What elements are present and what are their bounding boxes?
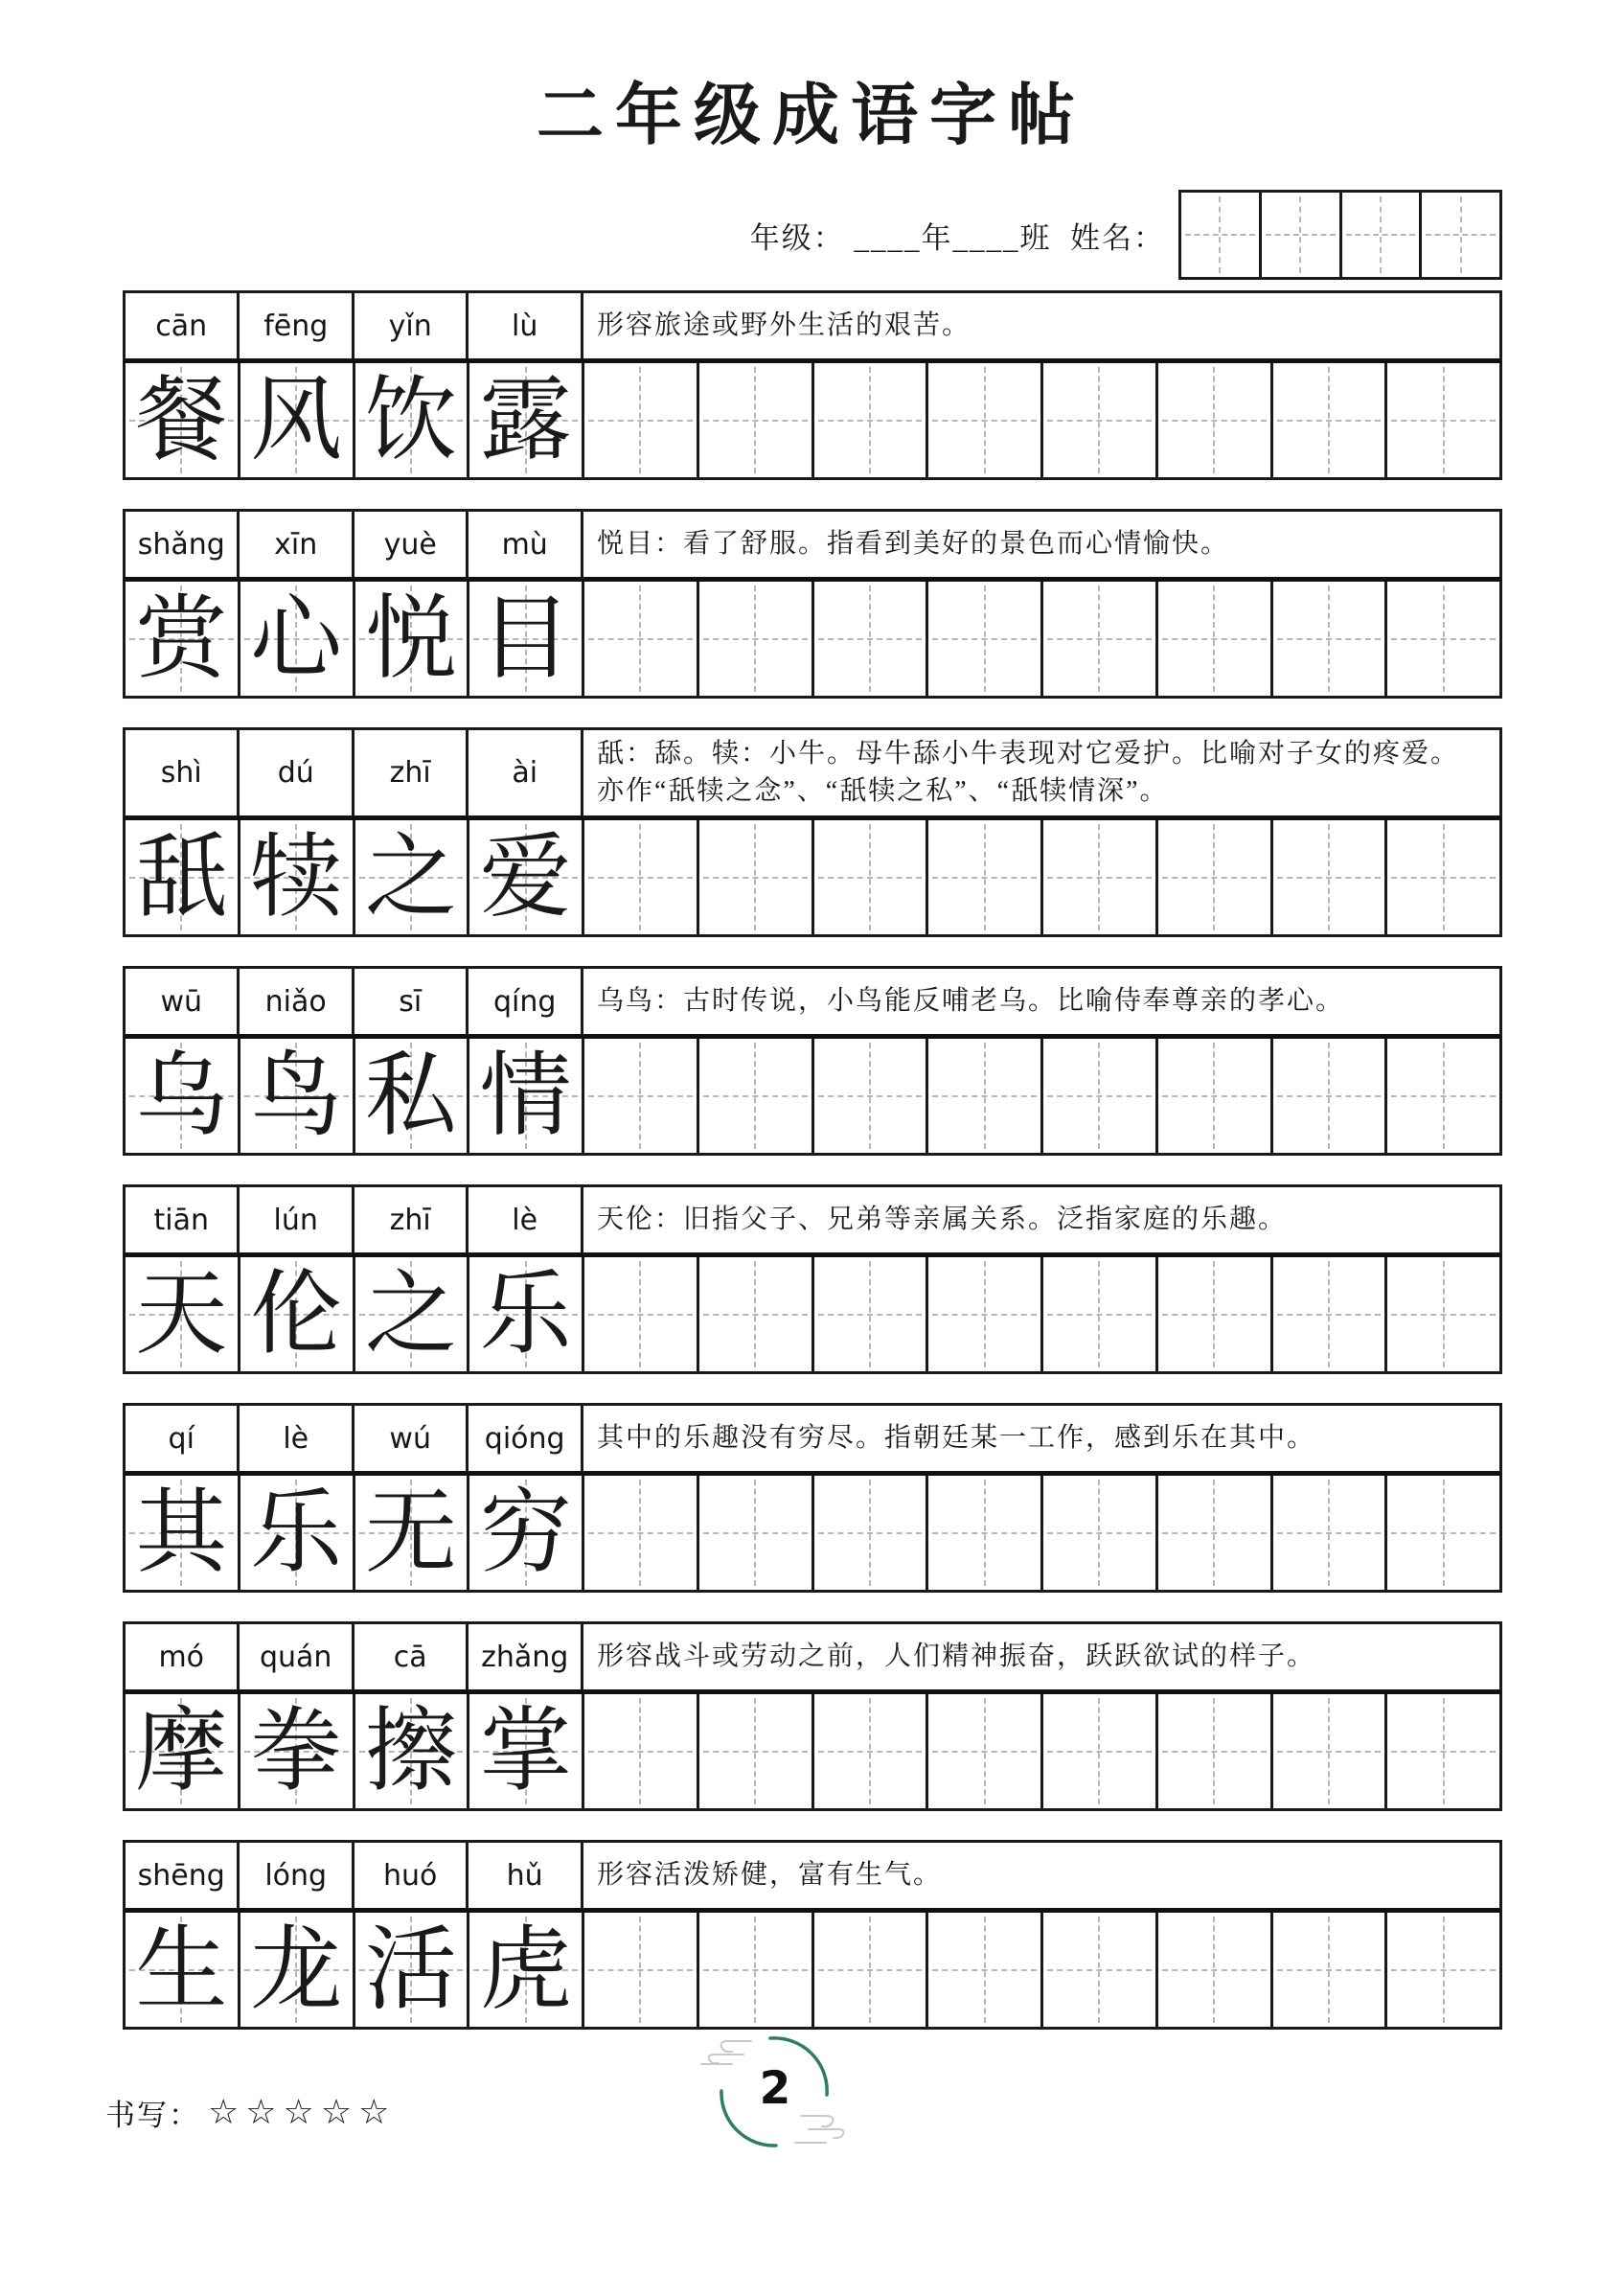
practice-cell bbox=[697, 582, 812, 696]
practice-cell bbox=[812, 582, 926, 696]
name-writing-grid bbox=[1178, 190, 1502, 280]
pinyin-row bbox=[123, 966, 1502, 1039]
model-character-cell bbox=[353, 1039, 468, 1153]
model-character: 悦 bbox=[364, 586, 457, 690]
idiom-block bbox=[123, 1184, 1502, 1374]
pinyin-cell: qíng bbox=[469, 969, 583, 1034]
practice-cell bbox=[1270, 1913, 1385, 2027]
practice-cell bbox=[812, 1039, 926, 1153]
definition-text: 其中的乐趣没有穷尽。指朝廷某一工作，感到乐在其中。 bbox=[596, 1422, 1315, 1453]
definition-text: 舐：舔。犊：小牛。母牛舔小牛表现对它爱护。比喻对子女的疼爱。亦作“舐犊之念”、“舐犊之私”、“舐犊情深”。 bbox=[596, 739, 1459, 806]
model-character-cell bbox=[126, 1257, 238, 1371]
character-row bbox=[123, 1913, 1502, 2030]
model-character-cell bbox=[467, 1257, 582, 1371]
pinyin-cell: ài bbox=[469, 730, 583, 815]
rating-label: 书写： bbox=[105, 2099, 200, 2132]
practice-cell bbox=[926, 1694, 1040, 1808]
star-rating-icons: ☆☆☆☆☆ bbox=[208, 2093, 397, 2132]
practice-cell bbox=[1384, 1039, 1499, 1153]
pinyin-row bbox=[123, 1621, 1502, 1694]
pinyin-cell: cān bbox=[126, 293, 240, 358]
pinyin-cell: fēng bbox=[240, 293, 354, 358]
idiom-block bbox=[123, 509, 1502, 699]
pinyin-row bbox=[123, 1840, 1502, 1913]
model-character-cell bbox=[126, 1913, 238, 2027]
model-character-cell bbox=[238, 1913, 353, 2027]
character-row bbox=[123, 1694, 1502, 1811]
model-character-cell bbox=[467, 1913, 582, 2027]
pinyin-cell: tiān bbox=[126, 1187, 240, 1252]
model-character: 舐 bbox=[135, 825, 228, 929]
model-character-cell bbox=[238, 1257, 353, 1371]
idiom-block bbox=[123, 290, 1502, 480]
practice-cell bbox=[1270, 582, 1385, 696]
pinyin-cell: mó bbox=[126, 1624, 240, 1689]
idiom-block bbox=[123, 1403, 1502, 1593]
model-character-cell bbox=[126, 1476, 238, 1590]
model-character: 龙 bbox=[250, 1917, 343, 2021]
practice-cell bbox=[582, 1476, 697, 1590]
model-character: 摩 bbox=[135, 1699, 228, 1802]
idiom-block bbox=[123, 1840, 1502, 2030]
practice-cell bbox=[1155, 1039, 1270, 1153]
practice-cell bbox=[1384, 1913, 1499, 2027]
model-character-cell bbox=[467, 1476, 582, 1590]
idiom-block bbox=[123, 727, 1502, 937]
pinyin-cell: zhī bbox=[354, 730, 469, 815]
model-character: 天 bbox=[135, 1262, 228, 1366]
practice-cell bbox=[697, 1039, 812, 1153]
model-character-cell bbox=[467, 820, 582, 934]
model-character-cell bbox=[126, 363, 238, 477]
model-character: 鸟 bbox=[250, 1044, 343, 1147]
pinyin-cell: mù bbox=[469, 512, 583, 577]
definition-text: 形容旅途或野外生活的艰苦。 bbox=[596, 310, 971, 340]
model-character: 情 bbox=[479, 1044, 572, 1147]
practice-cell bbox=[697, 1257, 812, 1371]
idiom-block bbox=[123, 966, 1502, 1156]
pinyin-cell: lún bbox=[240, 1187, 354, 1252]
practice-cell bbox=[1270, 1476, 1385, 1590]
name-grid-cell bbox=[1419, 193, 1499, 277]
model-character: 犊 bbox=[250, 825, 343, 929]
practice-cell bbox=[1040, 1476, 1155, 1590]
practice-cell bbox=[926, 582, 1040, 696]
idiom-blocks bbox=[123, 290, 1502, 2058]
model-character-cell bbox=[238, 1476, 353, 1590]
pinyin-cell: yuè bbox=[354, 512, 469, 577]
model-character-cell bbox=[126, 1694, 238, 1808]
pinyin-cell: quán bbox=[240, 1624, 354, 1689]
definition-text: 悦目：看了舒服。指看到美好的景色而心情愉快。 bbox=[596, 528, 1229, 559]
model-character: 活 bbox=[364, 1917, 457, 2021]
name-grid-cell bbox=[1181, 193, 1259, 277]
pinyin-row bbox=[123, 1403, 1502, 1476]
pinyin-cell: shēng bbox=[126, 1843, 240, 1908]
practice-cell bbox=[1384, 1257, 1499, 1371]
model-character: 爱 bbox=[479, 825, 572, 929]
model-character-cell bbox=[353, 363, 468, 477]
practice-cell bbox=[926, 820, 1040, 934]
pinyin-cell: huó bbox=[354, 1843, 469, 1908]
model-character: 拳 bbox=[250, 1699, 343, 1802]
pinyin-cell: lù bbox=[469, 293, 583, 358]
model-character: 伦 bbox=[250, 1262, 343, 1366]
practice-cell bbox=[1155, 1694, 1270, 1808]
practice-cell bbox=[1155, 582, 1270, 696]
practice-cell bbox=[1270, 820, 1385, 934]
pinyin-cell: dú bbox=[240, 730, 354, 815]
practice-cell bbox=[582, 1694, 697, 1808]
character-row bbox=[123, 1476, 1502, 1593]
practice-cell bbox=[1040, 1913, 1155, 2027]
practice-cell bbox=[926, 1039, 1040, 1153]
name-grid-cell bbox=[1339, 193, 1420, 277]
practice-cell bbox=[1155, 820, 1270, 934]
model-character: 其 bbox=[135, 1481, 228, 1584]
practice-cell bbox=[1155, 1476, 1270, 1590]
practice-cell bbox=[926, 363, 1040, 477]
model-character-cell bbox=[126, 582, 238, 696]
model-character-cell bbox=[238, 582, 353, 696]
practice-cell bbox=[1040, 1257, 1155, 1371]
practice-cell bbox=[1270, 1257, 1385, 1371]
model-character: 私 bbox=[364, 1044, 457, 1147]
practice-cell bbox=[697, 363, 812, 477]
practice-cell bbox=[1270, 1694, 1385, 1808]
practice-cell bbox=[812, 1694, 926, 1808]
pinyin-cell: wú bbox=[354, 1406, 469, 1471]
practice-cell bbox=[1155, 1257, 1270, 1371]
model-character: 赏 bbox=[135, 586, 228, 690]
practice-cell bbox=[812, 1476, 926, 1590]
character-row bbox=[123, 363, 1502, 480]
practice-cell bbox=[1040, 1039, 1155, 1153]
practice-cell bbox=[1384, 582, 1499, 696]
student-info-row bbox=[750, 190, 1502, 280]
model-character: 风 bbox=[250, 368, 343, 471]
pinyin-cell: wū bbox=[126, 969, 240, 1034]
practice-cell bbox=[697, 1476, 812, 1590]
practice-cell bbox=[1155, 1913, 1270, 2027]
practice-cell bbox=[1384, 820, 1499, 934]
model-character-cell bbox=[126, 1039, 238, 1153]
character-row bbox=[123, 820, 1502, 937]
practice-cell bbox=[812, 1257, 926, 1371]
model-character-cell bbox=[353, 1257, 468, 1371]
definition-text: 形容活泼矫健，富有生气。 bbox=[596, 1859, 942, 1890]
model-character-cell bbox=[467, 363, 582, 477]
pinyin-row bbox=[123, 1184, 1502, 1257]
practice-cell bbox=[1040, 582, 1155, 696]
model-character: 心 bbox=[250, 586, 343, 690]
model-character-cell bbox=[353, 1694, 468, 1808]
pinyin-cell: zhǎng bbox=[469, 1624, 583, 1689]
pinyin-cell: niǎo bbox=[240, 969, 354, 1034]
practice-cell bbox=[582, 363, 697, 477]
practice-cell bbox=[582, 582, 697, 696]
model-character-cell bbox=[353, 1913, 468, 2027]
practice-cell bbox=[926, 1476, 1040, 1590]
model-character-cell bbox=[467, 582, 582, 696]
page-title: 二年级成语字帖 bbox=[537, 80, 1086, 153]
practice-cell bbox=[926, 1257, 1040, 1371]
practice-cell bbox=[926, 1913, 1040, 2027]
model-character: 穷 bbox=[479, 1481, 572, 1584]
practice-cell bbox=[582, 1913, 697, 2027]
model-character: 虎 bbox=[479, 1917, 572, 2021]
model-character-cell bbox=[238, 1694, 353, 1808]
model-character: 擦 bbox=[364, 1699, 457, 1802]
pinyin-cell: qióng bbox=[469, 1406, 583, 1471]
pinyin-cell: shì bbox=[126, 730, 240, 815]
page-number-decoration bbox=[694, 2024, 858, 2173]
definition-text: 乌鸟：古时传说，小鸟能反哺老乌。比喻侍奉尊亲的孝心。 bbox=[596, 985, 1344, 1016]
model-character-cell bbox=[467, 1039, 582, 1153]
pinyin-cell: cā bbox=[354, 1624, 469, 1689]
writing-rating bbox=[105, 2091, 396, 2134]
pinyin-cell: yǐn bbox=[354, 293, 469, 358]
definition-text: 天伦：旧指父子、兄弟等亲属关系。泛指家庭的乐趣。 bbox=[596, 1204, 1287, 1234]
page-number: 2 bbox=[759, 2062, 791, 2115]
practice-cell bbox=[697, 1913, 812, 2027]
practice-cell bbox=[697, 1694, 812, 1808]
model-character: 乌 bbox=[135, 1044, 228, 1147]
definition-text: 形容战斗或劳动之前，人们精神振奋，跃跃欲试的样子。 bbox=[596, 1641, 1315, 1671]
practice-cell bbox=[1040, 820, 1155, 934]
model-character: 掌 bbox=[479, 1699, 572, 1802]
model-character: 生 bbox=[135, 1917, 228, 2021]
model-character-cell bbox=[353, 582, 468, 696]
model-character: 餐 bbox=[135, 368, 228, 471]
pinyin-cell: qí bbox=[126, 1406, 240, 1471]
pinyin-cell: shǎng bbox=[126, 512, 240, 577]
pinyin-row bbox=[123, 727, 1502, 820]
practice-cell bbox=[582, 820, 697, 934]
practice-cell bbox=[582, 1039, 697, 1153]
model-character: 之 bbox=[364, 1262, 457, 1366]
model-character-cell bbox=[238, 363, 353, 477]
model-character-cell bbox=[238, 820, 353, 934]
practice-cell bbox=[1384, 363, 1499, 477]
model-character: 乐 bbox=[479, 1262, 572, 1366]
practice-cell bbox=[582, 1257, 697, 1371]
practice-cell bbox=[812, 363, 926, 477]
pinyin-cell: xīn bbox=[240, 512, 354, 577]
cloud-swirl-icon bbox=[795, 2116, 843, 2143]
practice-cell bbox=[812, 1913, 926, 2027]
grade-class-name-label: 年级： ____年____班 姓名： bbox=[749, 220, 1165, 255]
model-character: 露 bbox=[479, 368, 572, 471]
model-character-cell bbox=[353, 820, 468, 934]
model-character-cell bbox=[353, 1476, 468, 1590]
practice-cell bbox=[1384, 1694, 1499, 1808]
cloud-swirl-icon bbox=[701, 2041, 751, 2064]
practice-cell bbox=[1040, 363, 1155, 477]
character-row bbox=[123, 1039, 1502, 1156]
practice-cell bbox=[1270, 363, 1385, 477]
idiom-block bbox=[123, 1621, 1502, 1811]
practice-cell bbox=[1040, 1694, 1155, 1808]
model-character: 无 bbox=[364, 1481, 457, 1584]
pinyin-row bbox=[123, 290, 1502, 363]
model-character-cell bbox=[467, 1694, 582, 1808]
character-row bbox=[123, 582, 1502, 699]
model-character-cell bbox=[238, 1039, 353, 1153]
name-grid-cell bbox=[1259, 193, 1339, 277]
model-character: 之 bbox=[364, 825, 457, 929]
pinyin-cell: hǔ bbox=[469, 1843, 583, 1908]
character-row bbox=[123, 1257, 1502, 1374]
practice-cell bbox=[812, 820, 926, 934]
practice-cell bbox=[1270, 1039, 1385, 1153]
model-character: 饮 bbox=[364, 368, 457, 471]
practice-cell bbox=[697, 820, 812, 934]
model-character-cell bbox=[126, 820, 238, 934]
model-character: 目 bbox=[479, 586, 572, 690]
pinyin-cell: sī bbox=[354, 969, 469, 1034]
pinyin-cell: zhī bbox=[354, 1187, 469, 1252]
practice-cell bbox=[1155, 363, 1270, 477]
pinyin-cell: lè bbox=[240, 1406, 354, 1471]
practice-cell bbox=[1384, 1476, 1499, 1590]
pinyin-cell: lè bbox=[469, 1187, 583, 1252]
pinyin-cell: lóng bbox=[240, 1843, 354, 1908]
model-character: 乐 bbox=[250, 1481, 343, 1584]
pinyin-row bbox=[123, 509, 1502, 582]
